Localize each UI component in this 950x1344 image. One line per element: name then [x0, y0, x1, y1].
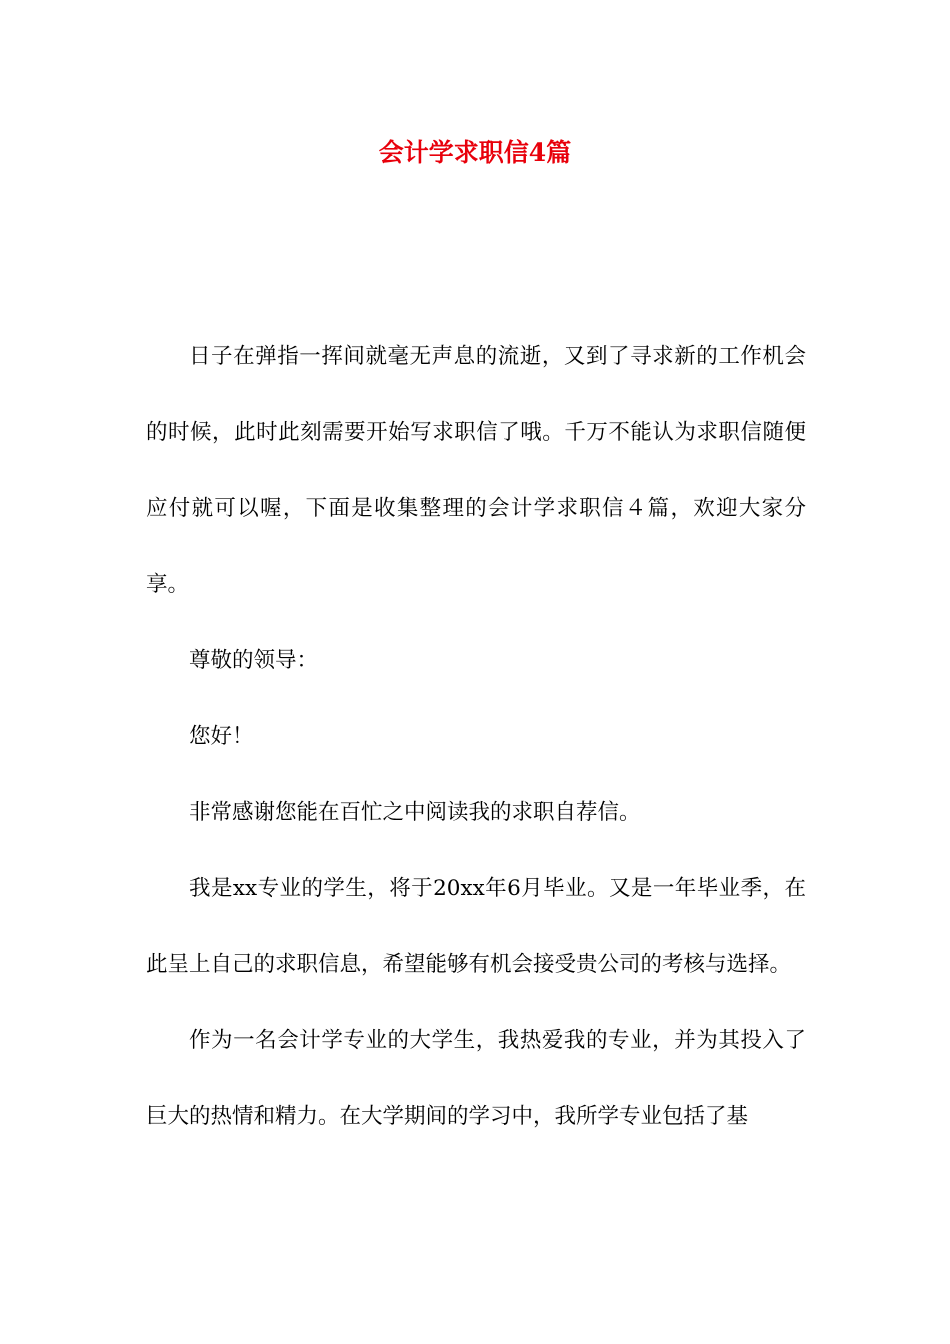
- paragraph-thanks: 非常感谢您能在百忙之中阅读我的求职自荐信。: [189, 800, 641, 825]
- paragraph-intro: 日子在弹指一挥间就毫无声息的流逝，又到了寻求新的工作机会的时候，此时此刻需要开始写求职信了哦。千万不能认为求职信随便应付就可以喔，下面是收集整理的会计学求职信４篇，欢迎大家分享。: [146, 344, 806, 597]
- document-title: 会计学求职信4篇: [378, 138, 572, 167]
- paragraph-salutation: 尊敬的领导：: [189, 648, 319, 673]
- document-body: [146, 319, 806, 1155]
- paragraph-major: 作为一名会计学专业的大学生，我热爱我的专业，并为其投入了巨大的热情和精力。在大学期间的学习中，我所学专业包括了基: [146, 1028, 806, 1129]
- paragraph-self-intro: 我是xx专业的学生，将于20xx年6月毕业。又是一年毕业季，在此呈上自己的求职信息，希望能够有机会接受贵公司的考核与选择。: [146, 876, 806, 977]
- paragraph-greeting: 您好！: [189, 724, 254, 749]
